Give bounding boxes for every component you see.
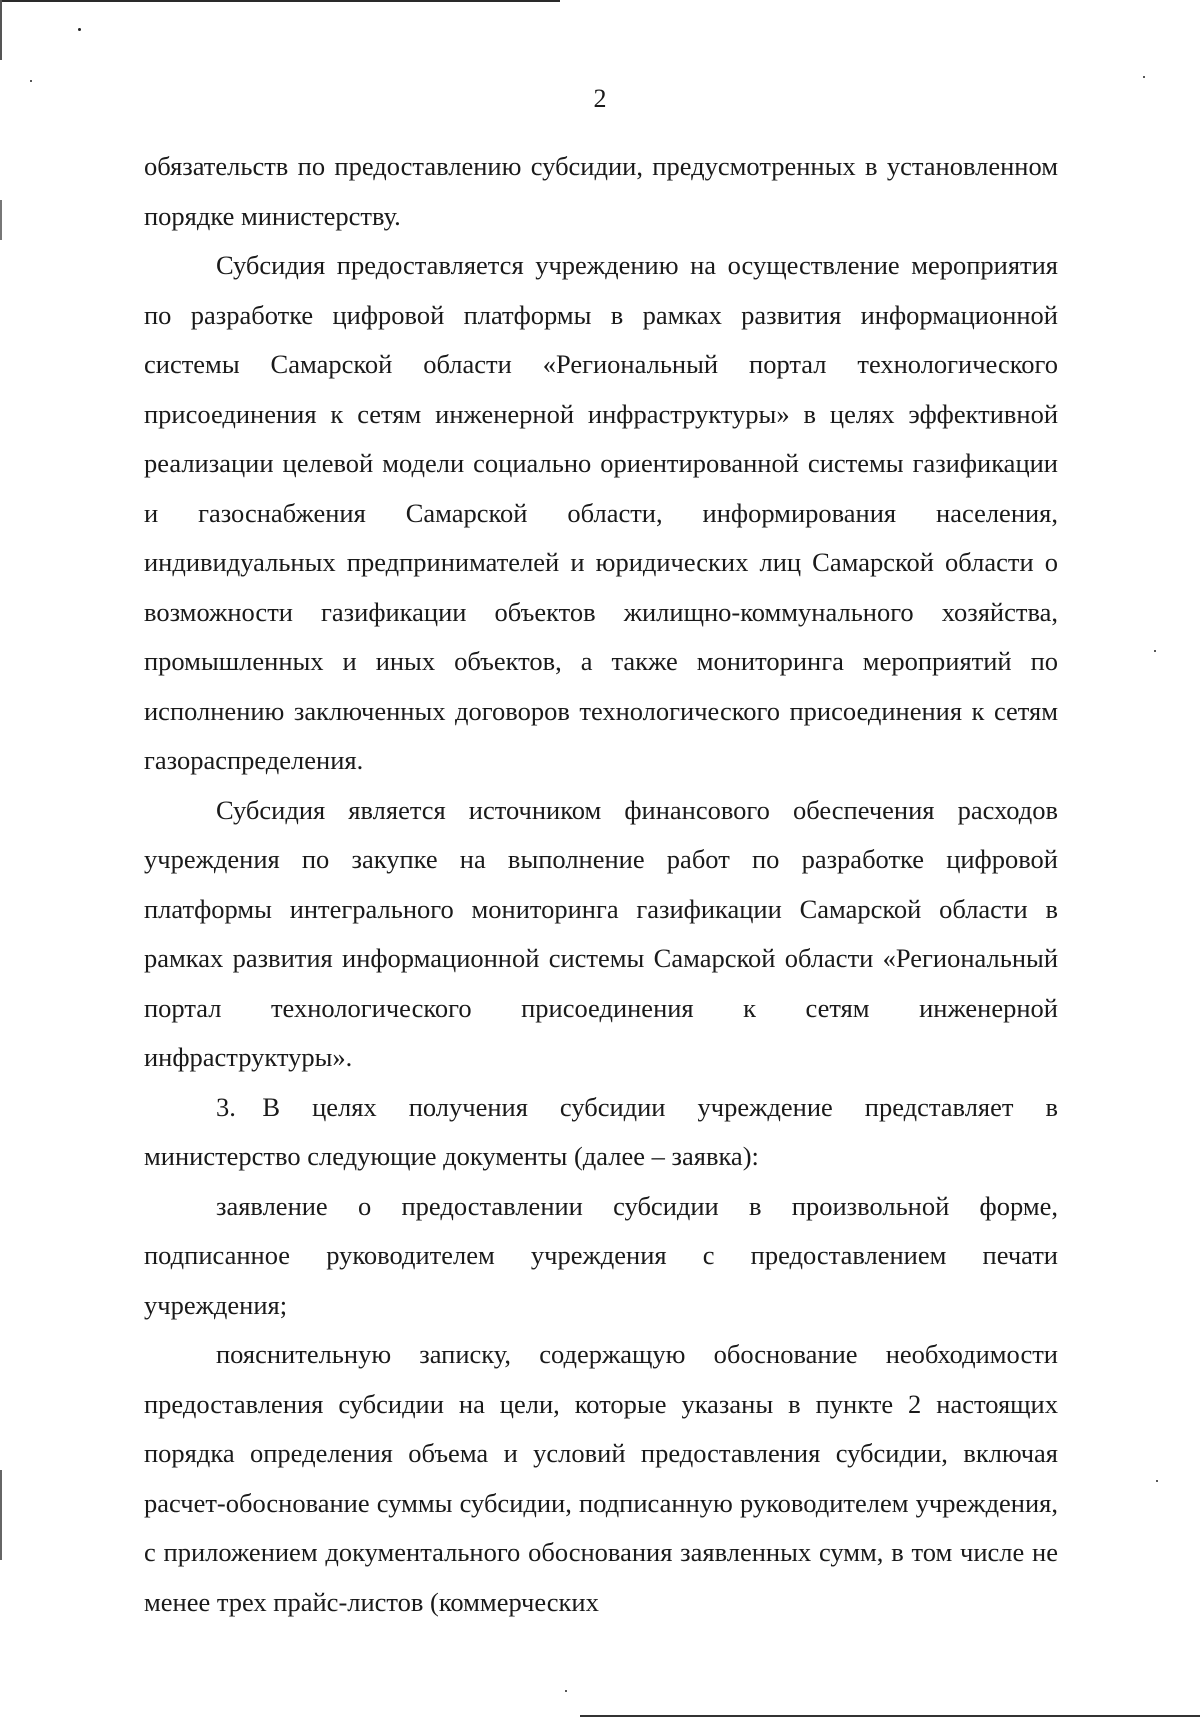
paragraph-explanatory-note: пояснительную записку, содержащую обоснование необходимости предоставления субсидии на цели, которые указаны в пункте 2 настоящих порядка определения объема и условий предоставления субсидии, включая расчет-обоснование суммы субсидии, подписанную руководителем учреждения, с приложением документального обоснования заявленных сумм, в том числе не менее трех прайс-листов (коммерческих <box>144 1339 1058 1617</box>
paragraph-clause-3: 3. В целях получения субсидии учреждение представляет в министерство следующие документы (далее – заявка): <box>144 1091 1058 1171</box>
scan-edge-left <box>0 0 2 1717</box>
document-body <box>144 142 1058 1627</box>
scan-speck <box>1154 650 1156 652</box>
paragraph-subsidy-purpose: Субсидия предоставляется учреждению на осуществление мероприятия по разработке цифровой платформы в рамках развития информационной системы Самарской области «Региональный портал технологического присоединения к сетям инженерной инфраструктуры» в целях эффективной реализации целевой модели социально ориентированной системы газификации и газоснабжения Самарской области, информирования населения, индивидуальных предпринимателей и юридических лиц Самарской области о возможности газификации объектов жилищно-коммунального хозяйства, промышленных и иных объектов, а также мониторинга мероприятий по исполнению заключенных договоров технологического присоединения к сетям газораспределения. <box>144 250 1058 775</box>
paragraph-application: заявление о предоставлении субсидии в произвольной форме, подписанное руководителем учреждения с предоставлением печати учреждения; <box>144 1190 1058 1320</box>
scan-speck <box>565 1690 567 1692</box>
scan-speck <box>30 80 32 82</box>
scan-speck <box>1143 76 1145 78</box>
paragraph-continuation: обязательств по предоставлению субсидии, предусмотренных в установленном порядке министерству. <box>144 151 1058 231</box>
scan-edge-top <box>0 0 560 2</box>
page-number: 2 <box>593 84 607 113</box>
scan-speck <box>78 28 81 31</box>
paragraph-subsidy-source: Субсидия является источником финансового обеспечения расходов учреждения по закупке на выполнение работ по разработке цифровой платформы интегрального мониторинга газификации Самарской области в рамках развития информационной системы Самарской области «Региональный портал технологического присоединения к сетям инженерной инфраструктуры». <box>144 794 1058 1072</box>
scan-speck <box>1156 1480 1158 1482</box>
